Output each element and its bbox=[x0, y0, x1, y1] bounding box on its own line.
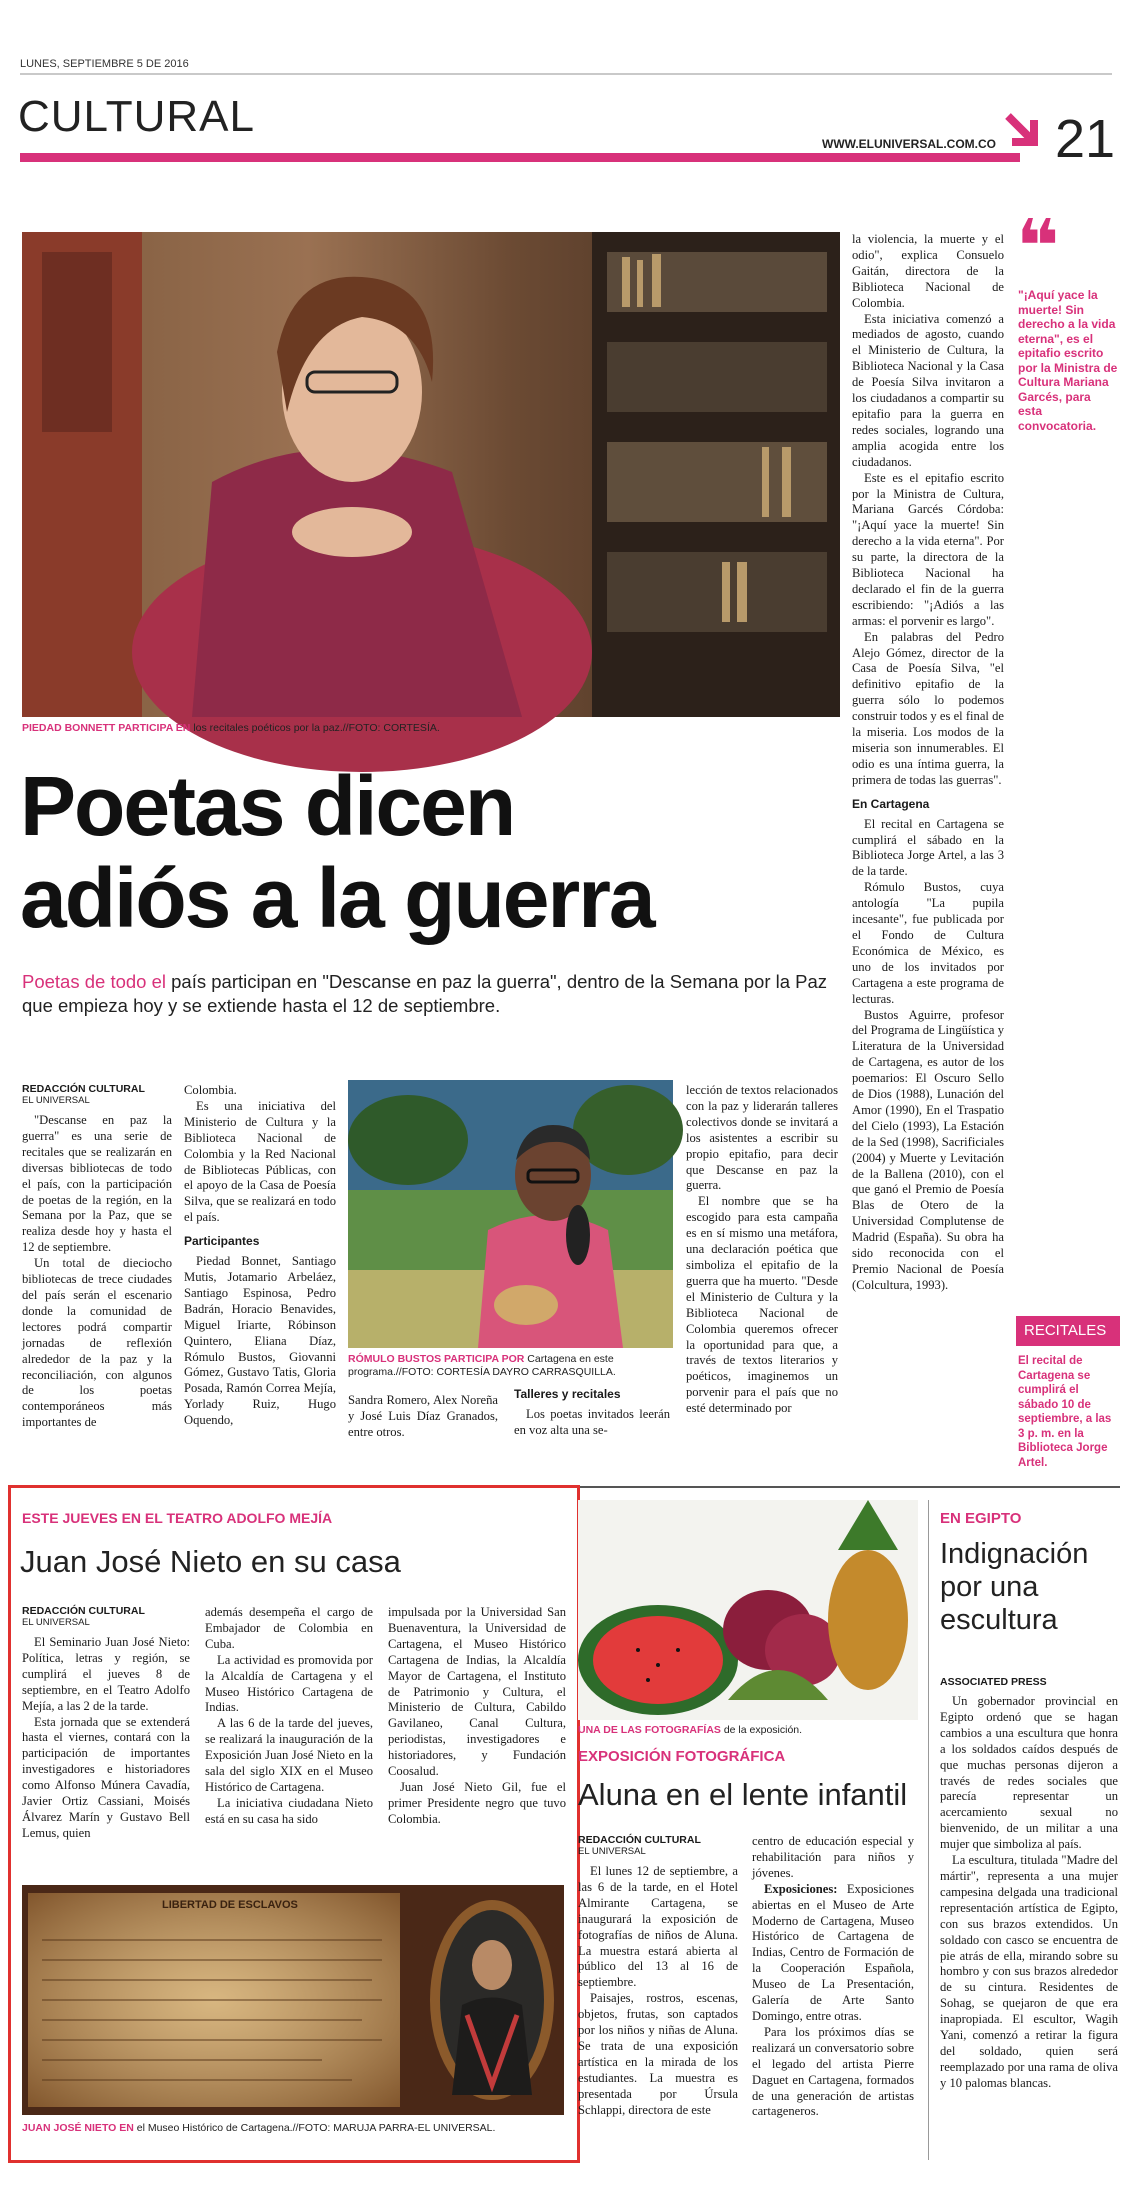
main-story-col5: lección de textos relacionados con la paz y liderarán talleres colectivos donde se invitará a los asistentes a escribir su propio epitafio, para decir que Descanse en paz la guerra. El nombre que se ha escogido para esta campaña es en sí mismo una metáfora, una declaración poética que simboliza el epitafio de la guerra que ha muerto. "Desde el Ministerio de Cultura y la Biblioteca Nacional de Colombia queremos ofrecer la oportunidad para que, a través de textos literarios y poéticos, imaginemos un porvenir para el país que no esté determinado por bbox=[686, 1083, 838, 1416]
nieto-col3: impulsada por la Universidad San Buenaventura, la Universidad de Cartagena, el Museo Histórico Cartagena de Indias, la Alcaldía Mayor de Cartagena, el Instituto de Patrimonio y Cultura, el Ministerio de Cultura, Cabildo Gavilaneo, Canal Cultura, periodistas, investigadores e historiadores, y Fundación Coosalud. Juan José Nieto Gil, fue el primer Presidente negro que tuvo Colombia. bbox=[388, 1605, 566, 1826]
page-number: 21 bbox=[1055, 109, 1116, 169]
main-photo-caption: PIEDAD BONNETT PARTICIPA EN los recitales poéticos por la paz.//FOTO: CORTESÍA. bbox=[22, 722, 440, 734]
aluna-col2: centro de educación especial y rehabilitación para niños y jóvenes. Exposiciones: Exposiciones abiertas en el Museo de Arte Moderno de Cartagena, Museo Histórico de Cartagena de Indias, Centro de Formación de la Cooperación Española, Museo de La Presentación, Galería de Arte Santo Domingo, entre otras. Para los próximos días se realizará un conversatorio sobre el legado del artista Pierre Daguet en Cartagena, formados de una generación de artistas cartageneros. bbox=[752, 1834, 914, 2119]
main-story-col6: la violencia, la muerte y el odio", explica Consuelo Gaitán, directora de la Biblioteca Nacional de Colombia. Esta iniciativa comenzó a mediados de agosto, cuando el Ministerio de Cultura, la Biblioteca Nacional y la Casa de Poesía Silva invitaron a los ciudadanos a compartir su epitafio para la guerra en redes sociales, logrando una amplia acogida entre los ciudadanos. Este es el epitafio escrito por la Ministra de Cultura, Mariana Garcés Córdoba: "¡Aquí yace la muerte! Sin derecho a la vida eterna". Por su parte, la directora de la Biblioteca Nacional ha declarado el fin de la guerra escribiendo: "¡Adiós a las armas: el porvenir es largo". En palabras del Pedro Alejo Gómez, director de la Casa de Poesía Silva, "el definitivo epitafio de la guerra sólo lo podemos construir todos y es el final de la miseria. Los modos de la miseria son innumerables. El odio es una íntima guerra, la primera de todas las guerras". En Cartagena El recital en Cartagena se cumplirá el sábado en la Biblioteca Jorge Artel, a las 3 de la tarde. Rómulo Bustos, cuya antología "La pupila incesante", fue publicada por el Fondo de Cultura Económica de México, es uno de los invitados por Cartagena a este programa de lecturas. Bustos Aguirre, profesor del Programa de Lingüística y Literatura de la Universidad de Cartagena, es autor de los poemarios: El Oscuro Sello de Dios (1988), Lunación del Amor (1990), En el Traspatio del Cielo (1993), La Estación de la Sed (1998), Sacrificiales (2004) y Muerte y Levitación de la Ballena (2010), con el que ganó el Premio de Poesía Blas de Otero de la Universidad Complutense de Madrid (España). Su obra ha sido reconocida con el Premio Nacional de Poesía (Colcultura, 1993). bbox=[852, 232, 1004, 1292]
recitales-text: El recital de Cartagena se cumplirá el sábado 10 de septiembre, a las 3 p. m. en la Biblioteca Jorge Artel. bbox=[1018, 1355, 1112, 1469]
nieto-photo-document-portrait bbox=[22, 1885, 564, 2115]
aluna-photo-fruits bbox=[578, 1500, 918, 1720]
inline-photo-caption: RÓMULO BUSTOS PARTICIPA POR Cartagena en este programa.//FOTO: CORTESÍA DAYRO CARRASQUILLA. bbox=[348, 1353, 616, 1378]
quote-sidebar-text: "¡Aquí yace la muerte! Sin derecho a la vida eterna", es el epitafio escrito por la Ministra de Cultura Mariana Garcés, para esta convocatoria. bbox=[1018, 288, 1118, 433]
egipto-column-rule bbox=[928, 1500, 929, 2160]
main-photo-piedad-bonnett bbox=[22, 232, 840, 717]
aluna-headline: Aluna en el lente infantil bbox=[578, 1777, 908, 1812]
egipto-headline: Indignación por una escultura bbox=[940, 1538, 1089, 1636]
main-story-col2: Colombia. Es una iniciativa del Ministerio de Cultura y la Biblioteca Nacional de Colombia y la Red Nacional de Bibliotecas Públicas, con el apoyo de la Casa de Poesía Silva, que se realizará en todo el país. Participantes Piedad Bonnet, Santiago Mutis, Jotamario Arbeláez, Santiago Espinosa, Pedro Badrán, Horacio Benavides, Miguel Iriarte, Róbinson Quintero, Eliana Díaz, Rómulo Bustos, Giovanni Gómez, Gustavo Tatis, Gloria Posada, Ramón Correa Mejía, Yorlady Ruiz, Hugo Oquendo, bbox=[184, 1083, 336, 1428]
document-title: LIBERTAD DE ESCLAVOS bbox=[162, 1899, 298, 1911]
aluna-photo-caption: UNA DE LAS FOTOGRAFÍAS de la exposición. bbox=[578, 1724, 803, 1736]
main-deck: Poetas de todo el país participan en "Descanse en paz la guerra", dentro de la Semana por la Paz que empieza hoy y se extiende hasta el 12 de septiembre. bbox=[22, 971, 828, 1016]
aluna-col1: REDACCIÓN CULTURAL EL UNIVERSAL El lunes 12 de septiembre, a las 6 de la tarde, en el Hotel Almirante Cartagena, se inaugurará la exposición de fotografías de niños de Aluna. La muestra estará abierta al público del 13 al 16 de septiembre. Paisajes, rostros, escenas, objetos, frutas, son captados por los niños y niñas de Aluna. Se trata de una exposición artística en la mirada de los estudiantes. La muestra es presentada por Úrsula Schlappi, directora de este bbox=[578, 1834, 738, 2117]
arrow-icon bbox=[1004, 112, 1048, 156]
header-rule-top bbox=[20, 73, 1112, 75]
edition-date: LUNES, SEPTIEMBRE 5 DE 2016 bbox=[20, 58, 189, 70]
section-title: CULTURAL bbox=[18, 92, 256, 141]
website-url: WWW.ELUNIVERSAL.COM.CO bbox=[822, 137, 996, 151]
recitales-label: RECITALES bbox=[1016, 1316, 1120, 1346]
main-headline-line2: adiós a la guerra bbox=[20, 851, 654, 945]
egipto-body: ASSOCIATED PRESS Un gobernador provincial en Egipto ordenó que se hagan cambios a una escultura que honra a los soldados caídos después de que muchas personas dijeron a través de redes sociales que parecía representar un acercamiento sexual no bienvenido, de un militar a una mujer que simboliza al país. La escultura, titulada "Madre del mártir", representa a una mujer campesina delgada una tradicional representación artística de Egipto, con sus brazos extendidos. Un soldado con casco se encuentra de pie atrás de ella, mirando sobre su hombro y con sus brazos alrededor de su cintura. Residentes de Sohag, se quejaron de que era inapropiada. El escultor, Wagih Yani, comenzó a retirar la figura del soldado, quien será reemplazado por una rama de oliva y 10 palomas blancas. bbox=[940, 1676, 1118, 2090]
egipto-kicker: EN EGIPTO bbox=[940, 1510, 1022, 1527]
aluna-kicker: EXPOSICIÓN FOTOGRÁFICA bbox=[578, 1748, 786, 1765]
inline-photo-romulo-bustos bbox=[348, 1080, 673, 1348]
nieto-photo-caption: JUAN JOSÉ NIETO EN el Museo Histórico de Cartagena.//FOTO: MARUJA PARRA-EL UNIVERSAL. bbox=[22, 2122, 496, 2134]
main-story-col3-bottom: Sandra Romero, Alex Noreña y José Luis Díaz Granados, entre otros. bbox=[348, 1393, 498, 1439]
nieto-col2: además desempeña el cargo de Embajador de Colombia en Cuba. La actividad es promovida por la Alcaldía de Cartagena y el Museo Histórico Cartagena de Indias. A las 6 de la tarde del jueves, se realizará la inauguración de la Exposición Juan José Nieto en la sala del siglo XIX en el Museo Histórico de Cartagena. La iniciativa ciudadana Nieto está en su casa ha sido bbox=[205, 1605, 373, 1826]
nieto-kicker: ESTE JUEVES EN EL TEATRO ADOLFO MEJÍA bbox=[22, 1510, 333, 1526]
main-headline-line1: Poetas dicen bbox=[20, 759, 515, 853]
nieto-col1: REDACCIÓN CULTURAL EL UNIVERSAL El Seminario Juan José Nieto: Política, letras y región, se cumplirá el jueves 8 de septiembre, en el Teatro Adolfo Mejía, a las 2 de la tarde. Esta jornada que se extenderá hasta el viernes, contará con la participación de importantes investigadores e historiadores como Alfonso Múnera Cavadía, Javier Ortiz Cassiani, Moisés Álvarez Marín y Gustavo Bell Lemus, quien bbox=[22, 1605, 190, 1840]
nieto-headline: Juan José Nieto en su casa bbox=[20, 1544, 401, 1579]
main-story-col1: REDACCIÓN CULTURAL EL UNIVERSAL "Descanse en paz la guerra" es una serie de recitales que se realizarán en diversas bibliotecas de todo el país, con la participación de poetas de la región, en la Semana por la Paz, que se realiza desde hoy y hasta el 12 de septiembre. Un total de dieciocho bibliotecas de trece ciudades del país serán el escenario donde la comunidad de lectores podrá compartir jornadas de reflexión alrededor de la paz y la reconciliación, con algunos de los poetas contemporáneos más importantes de bbox=[22, 1083, 172, 1430]
main-story-col4-bottom: Talleres y recitales Los poetas invitados leerán en voz alta una se- bbox=[514, 1387, 670, 1437]
header-pink-bar bbox=[20, 153, 1020, 162]
quote-mark-icon: ❝ bbox=[1016, 205, 1060, 288]
